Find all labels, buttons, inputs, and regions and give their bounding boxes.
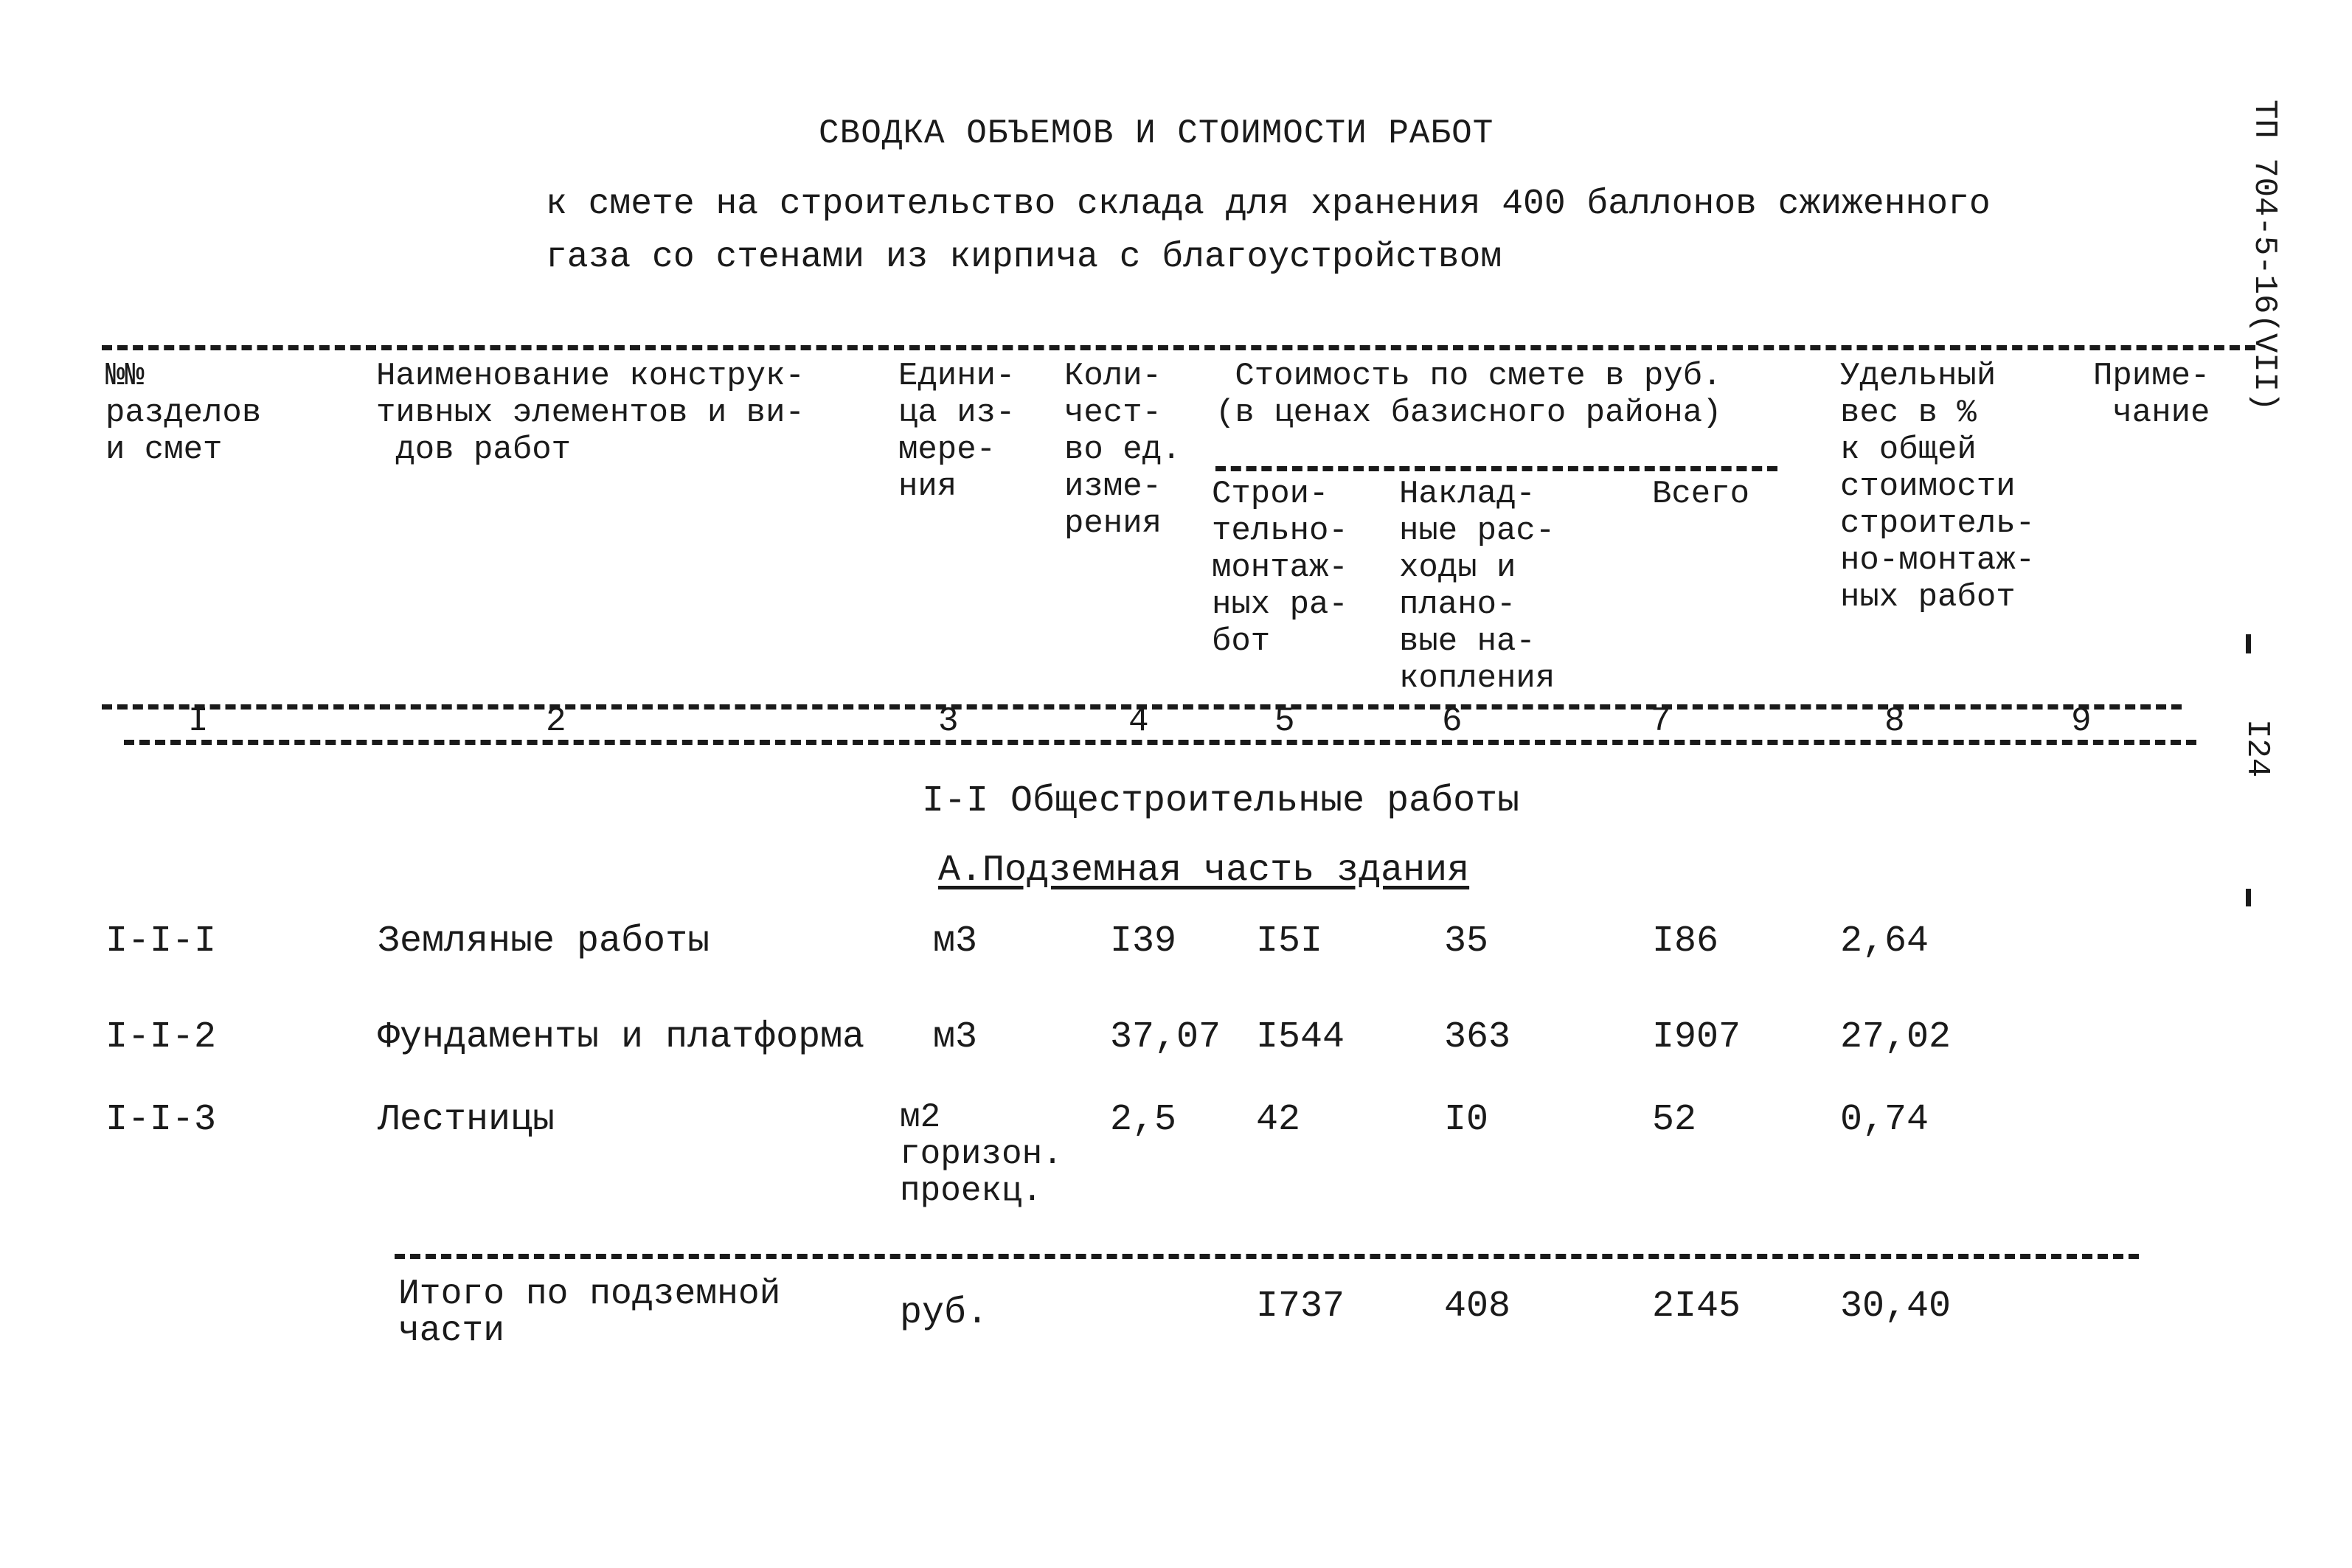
row-total-cost: 52 — [1652, 1099, 1697, 1141]
header-total-cost: Всего — [1652, 476, 1750, 513]
column-number: 6 — [1442, 702, 1463, 740]
row-total-cost: I86 — [1652, 920, 1719, 962]
row-overhead-cost: 363 — [1444, 1016, 1511, 1058]
document-subtitle-line1: к смете на строительство склада для хранения 400 баллонов сжиженного — [546, 184, 1991, 224]
header-cost-group: Стоимость по смете в руб. (в ценах базисного района) — [1215, 358, 1722, 431]
row-name: Лестницы — [378, 1099, 555, 1141]
row-construction-cost: 42 — [1256, 1099, 1301, 1141]
row-code: I-I-3 — [105, 1099, 217, 1141]
total-label: Итого по подземной части — [398, 1274, 781, 1351]
row-name: Земляные работы — [378, 920, 710, 962]
row-code: I-I-I — [105, 920, 217, 962]
row-construction-cost: I5I — [1256, 920, 1323, 962]
row-share-percent: 2,64 — [1840, 920, 1929, 962]
header-cost-group-rule — [1215, 466, 1777, 471]
total-rule — [395, 1254, 2139, 1259]
row-qty: 37,07 — [1110, 1016, 1221, 1058]
row-unit: м2 горизон. проекц. — [900, 1098, 1063, 1210]
row-construction-cost: I544 — [1256, 1016, 1345, 1058]
margin-tick-top — [2246, 634, 2251, 653]
subsection-title: А.Подземная часть здания — [938, 850, 1470, 892]
column-number: 9 — [2071, 702, 2092, 740]
column-number: 8 — [1884, 702, 1905, 740]
header-section-number: №№ разделов и смет — [105, 358, 262, 468]
row-total-cost: I907 — [1652, 1016, 1741, 1058]
column-number: I — [188, 702, 209, 740]
total-overhead-cost: 408 — [1444, 1286, 1511, 1328]
document-title: СВОДКА ОБЪЕМОВ И СТОИМОСТИ РАБОТ — [819, 114, 1494, 153]
document-subtitle-line2: газа со стенами из кирпича с благоустройством — [546, 237, 1502, 277]
column-number: 2 — [546, 702, 566, 740]
page-number: I24 — [2238, 719, 2275, 778]
row-unit: м3 — [933, 1016, 978, 1058]
header-overhead-cost: Наклад- ные рас- ходы и плано- вые на- копления — [1399, 476, 1555, 697]
column-number: 7 — [1651, 702, 1671, 740]
header-construction-cost: Строи- тельно- монтаж- ных ра- бот — [1212, 476, 1348, 660]
total-share-percent: 30,40 — [1840, 1286, 1952, 1328]
header-item-name: Наименование конструк- тивных элементов и ви- дов работ — [376, 358, 805, 468]
row-qty: I39 — [1110, 920, 1177, 962]
column-number: 3 — [938, 702, 959, 740]
margin-tick-bottom — [2246, 889, 2251, 906]
row-name: Фундаменты и платформа — [378, 1016, 865, 1058]
table-top-rule — [102, 345, 2255, 350]
column-number: 5 — [1274, 702, 1295, 740]
row-qty: 2,5 — [1110, 1099, 1177, 1141]
row-overhead-cost: I0 — [1444, 1099, 1489, 1141]
header-notes: Приме- чание — [2093, 358, 2210, 431]
row-code: I-I-2 — [105, 1016, 217, 1058]
column-number: 4 — [1128, 702, 1149, 740]
header-unit: Едини- ца из- мере- ния — [898, 358, 1016, 505]
document-code: ТП 704-5-16(VII) — [2246, 100, 2283, 412]
total-total-cost: 2I45 — [1652, 1286, 1741, 1328]
total-unit: руб. — [900, 1292, 989, 1334]
row-share-percent: 27,02 — [1840, 1016, 1952, 1058]
row-unit: м3 — [933, 920, 978, 962]
column-numbers-bottom-rule — [124, 740, 2196, 745]
header-share-percent: Удельный вес в % к общей стоимости строитель- но-монтаж- ных работ — [1840, 358, 2036, 616]
row-overhead-cost: 35 — [1444, 920, 1489, 962]
row-share-percent: 0,74 — [1840, 1099, 1929, 1141]
total-construction-cost: I737 — [1256, 1286, 1345, 1328]
section-title: I-I Общестроительные работы — [922, 780, 1520, 822]
header-quantity: Коли- чест- во ед. изме- рения — [1064, 358, 1182, 542]
